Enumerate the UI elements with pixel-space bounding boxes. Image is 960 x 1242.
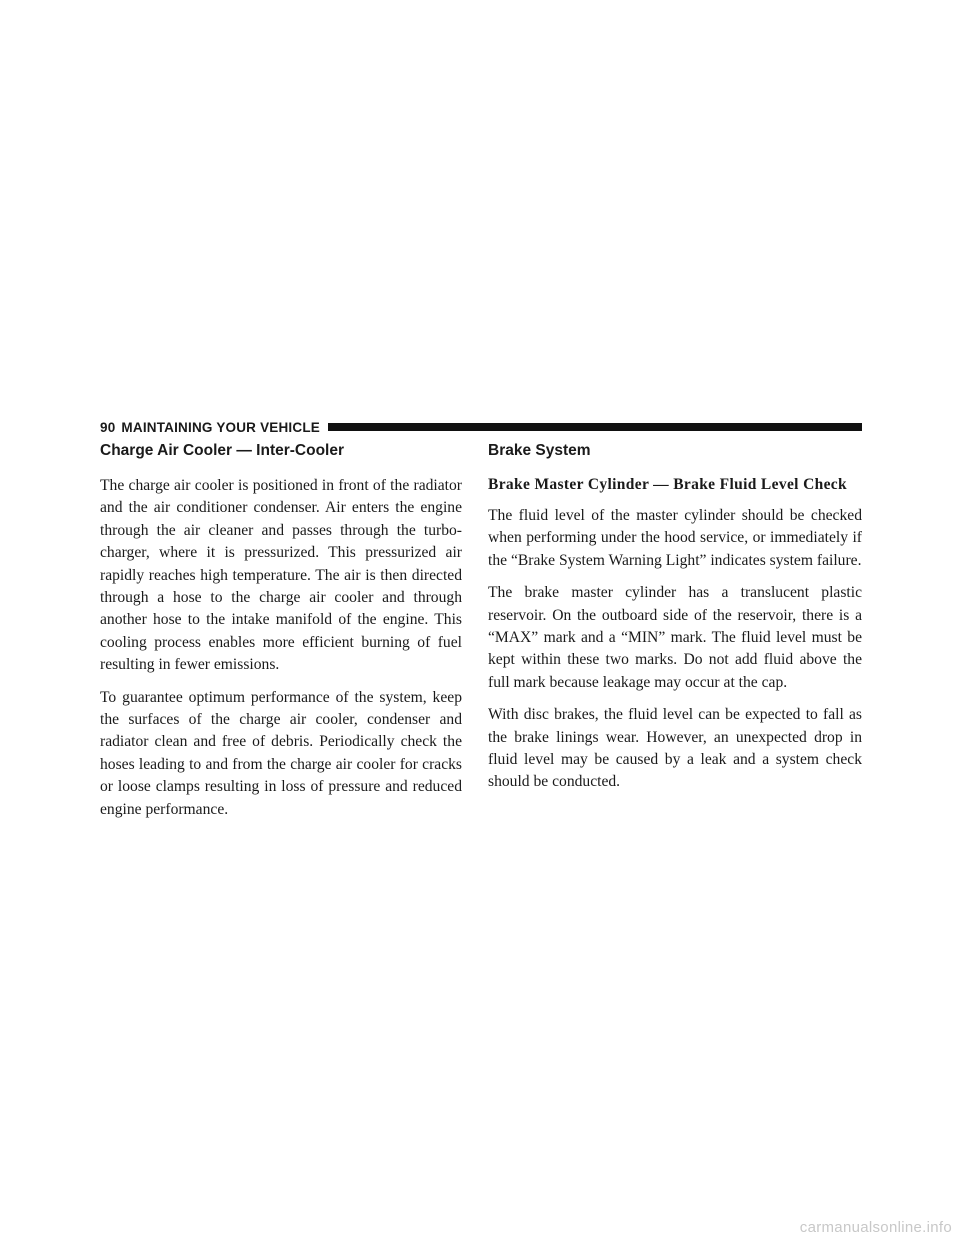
paragraph: To guarantee optimum performance of the system, keep the surfaces of the charge air cooler, condenser and radiator clean and free of debris. Periodically check the hoses leading to and from the charge air cooler for cracks or loose clamps resulting in loss of pressure and reduced engine performance. [100,688,462,818]
paragraph: The charge air cooler is positioned in front of the radiator and the air conditioner condenser. Air enters the engine through the air cleaner and passes through the turbo-charger, where it is pressurized. This pressurized air rapidly reaches high temperature. The air is then directed through a hose to the charge air cooler and through another hose to the intake manifold of the engine. This cooling process enables more efficient burning of fuel resulting in fewer emissions. [100,477,462,674]
paragraph: The fluid level of the master cylinder should be checked when performing under the hood service, or immediately if the “Brake System Warning Light” indicates system failure. [488,507,862,569]
right-column [488,441,862,804]
left-column [100,441,462,831]
watermark: carmanualsonline.info [799,1219,952,1236]
brake-master-cylinder-subheading: Brake Master Cylinder — Brake Fluid Level Check [488,476,848,493]
paragraph: The brake master cylinder has a translucent plastic reservoir. On the outboard side of the reservoir, there is a “MAX” mark and a “MIN” mark. The fluid level must be kept within these two marks. Do not add fluid above the full mark because leakage may occur at the cap. [488,584,862,691]
brake-system-heading: Brake System [488,442,591,459]
charge-air-cooler-heading: Charge Air Cooler — Inter-Cooler [100,442,345,459]
page-header [100,419,862,435]
paragraph: With disc brakes, the fluid level can be expected to fall as the brake linings wear. However, an unexpected drop in fluid level may be caused by a leak and a system check should be conducted. [488,706,862,791]
page-number: 90 [100,419,116,435]
header-rule [328,423,862,431]
section-title: MAINTAINING YOUR VEHICLE [121,419,320,435]
